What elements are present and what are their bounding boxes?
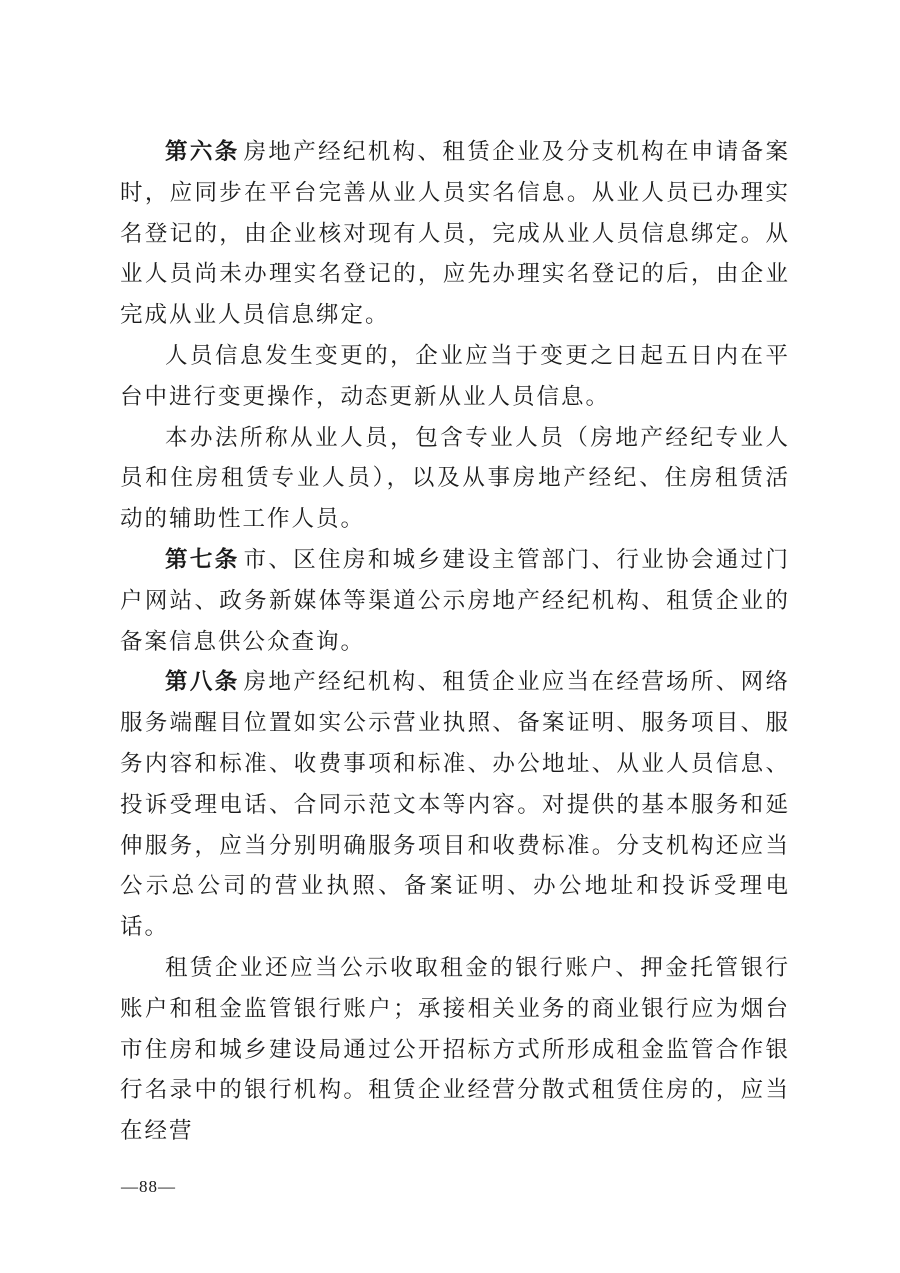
paragraph-article-8 xyxy=(120,662,790,948)
article-heading: 第七条 xyxy=(165,546,240,573)
paragraph-rental-accounts xyxy=(120,948,790,1152)
paragraph-personnel-definition xyxy=(120,418,790,540)
paragraph-personnel-change xyxy=(120,336,790,418)
article-heading: 第六条 xyxy=(165,139,240,165)
paragraph-text: 本办法所称从业人员，包含专业人员（房地产经纪专业人员和住房租赁专业人员），以及从事房地产经纪、住房租赁活动的辅助性工作人员。 xyxy=(120,424,790,533)
article-heading: 第八条 xyxy=(165,669,240,696)
paragraph-text: 市、区住房和城乡建设主管部门、行业协会通过门户网站、政务新媒体等渠道公示房地产经纪机构、租赁企业的备案信息供公众查询。 xyxy=(120,546,790,655)
paragraph-text: 房地产经纪机构、租赁企业及分支机构在申请备案时，应同步在平台完善从业人员实名信息。从业人员已办理实名登记的，由企业核对现有人员，完成从业人员信息绑定。从业人员尚未办理实名登记的，应先办理实名登记的后，由企业完成从业人员信息绑定。 xyxy=(120,139,790,329)
paragraph-text: 人员信息发生变更的，企业应当于变更之日起五日内在平台中进行变更操作，动态更新从业人员信息。 xyxy=(120,342,790,410)
page-number: —88— xyxy=(121,1177,176,1196)
paragraph-text: 租赁企业还应当公示收取租金的银行账户、押金托管银行账户和租金监管银行账户；承接相关业务的商业银行应为烟台市住房和城乡建设局通过公开招标方式所形成租金监管合作银行名录中的银行机构。租赁企业经营分散式租赁住房的，应当在经营 xyxy=(120,954,790,1145)
paragraph-article-7 xyxy=(120,540,790,662)
paragraph-text: 房地产经纪机构、租赁企业应当在经营场所、网络服务端醒目位置如实公示营业执照、备案证明、服务项目、服务内容和标准、收费事项和标准、办公地址、从业人员信息、投诉受理电话、合同示范文本等内容。对提供的基本服务和延伸服务，应当分别明确服务项目和收费标准。分支机构还应当公示总公司的营业执照、备案证明、办公地址和投诉受理电话。 xyxy=(120,669,790,941)
document-body xyxy=(120,132,790,1152)
paragraph-article-6 xyxy=(120,132,790,336)
